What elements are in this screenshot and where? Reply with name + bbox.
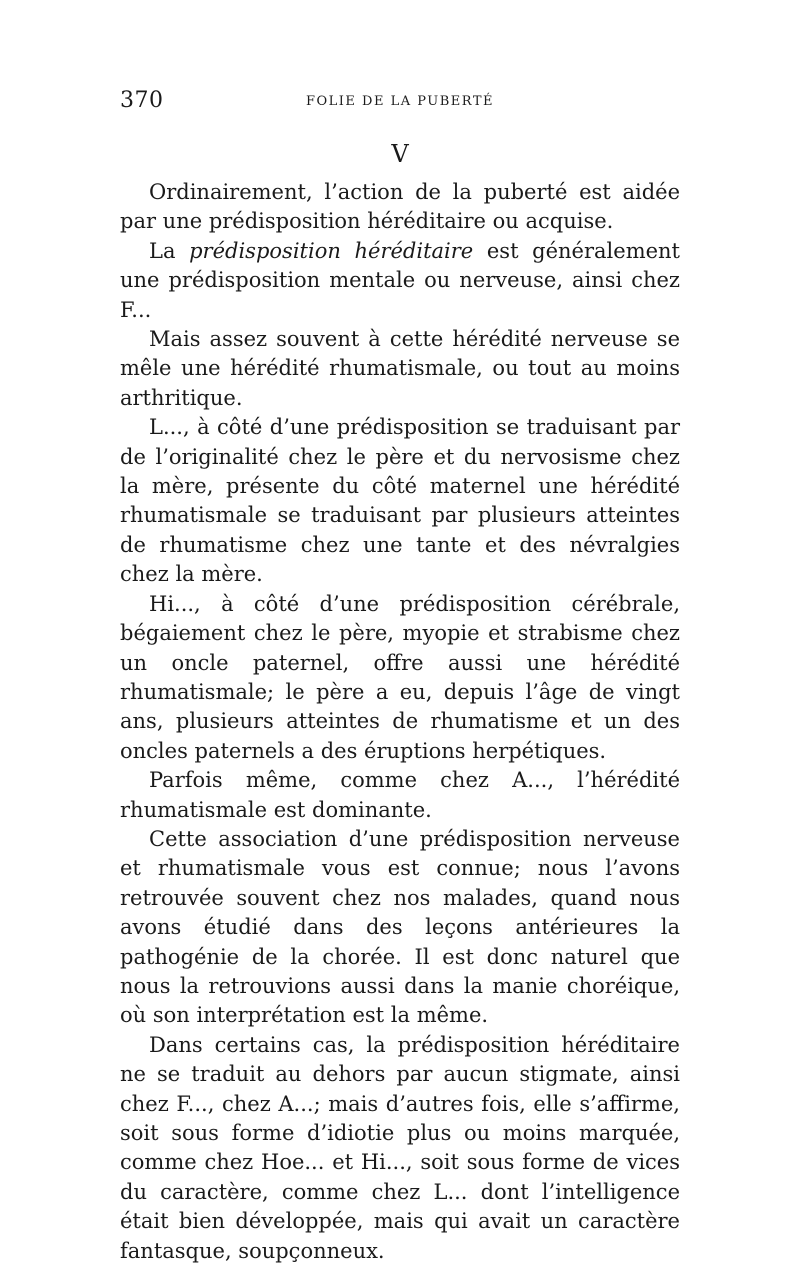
paragraph-rest: est généralement une prédisposition mentale ou nerveuse, ainsi chez F... (120, 238, 680, 322)
paragraph: Mais assez souvent à cette hérédité nerveuse se mêle une hérédité rhumatismale, ou tout au moins arthritique. (120, 327, 680, 410)
section-heading: V (391, 140, 409, 168)
paragraph-lead: La (149, 238, 190, 263)
emphasized-term: prédisposition héréditaire (189, 238, 474, 263)
paragraph: Parfois même, comme chez A..., l’hérédité rhumatismale est dominante. (120, 768, 680, 822)
running-title: FOLIE DE LA PUBERTÉ (305, 94, 494, 109)
paragraph: Dans certains cas, la prédisposition héréditaire ne se traduit au dehors par aucun stigmate, ainsi chez F..., chez A...; mais d’autres fois, elle s’affirme, soit sous forme d’idiotie plus ou moins marquée, comme chez Hoe... et Hi..., soit sous forme de vices du caractère, comme chez L... dont l’intelligence était bien développée, mais qui avait un caractère fantasque, soupçonneux. (120, 1032, 680, 1263)
running-head (120, 88, 680, 118)
paragraph: Cette association d’une prédisposition nerveuse et rhumatismale vous est connue; nous l’avons retrouvée souvent chez nos malades, quand nous avons étudié dans des leçons antérieures la pathogénie de la chorée. Il est donc naturel que nous la retrouvions aussi dans la manie choréique, où son interprétation est la même. (120, 826, 680, 1028)
paragraph (120, 237, 680, 325)
paragraph: L..., à côté d’une prédisposition se traduisant par de l’originalité chez le père et du nervosisme chez la mère, présente du côté maternel une hérédité rhumatismale se traduisant par plusieurs atteintes de rhumatisme chez une tante et des névralgies chez la mère. (120, 415, 680, 587)
page-number: 370 (120, 88, 164, 113)
paragraph: Hi..., à côté d’une prédisposition cérébrale, bégaiement chez le père, myopie et strabisme chez un oncle paternel, offre aussi une hérédité rhumatismale; le père a eu, depuis l’âge de vingt ans, plusieurs atteintes de rhumatisme et un des oncles paternels a des éruptions herpétiques. (120, 591, 680, 763)
body-text (120, 178, 680, 1266)
paragraph: Ordinairement, l’action de la puberté est aidée par une prédisposition héréditaire ou acquise. (120, 180, 680, 234)
